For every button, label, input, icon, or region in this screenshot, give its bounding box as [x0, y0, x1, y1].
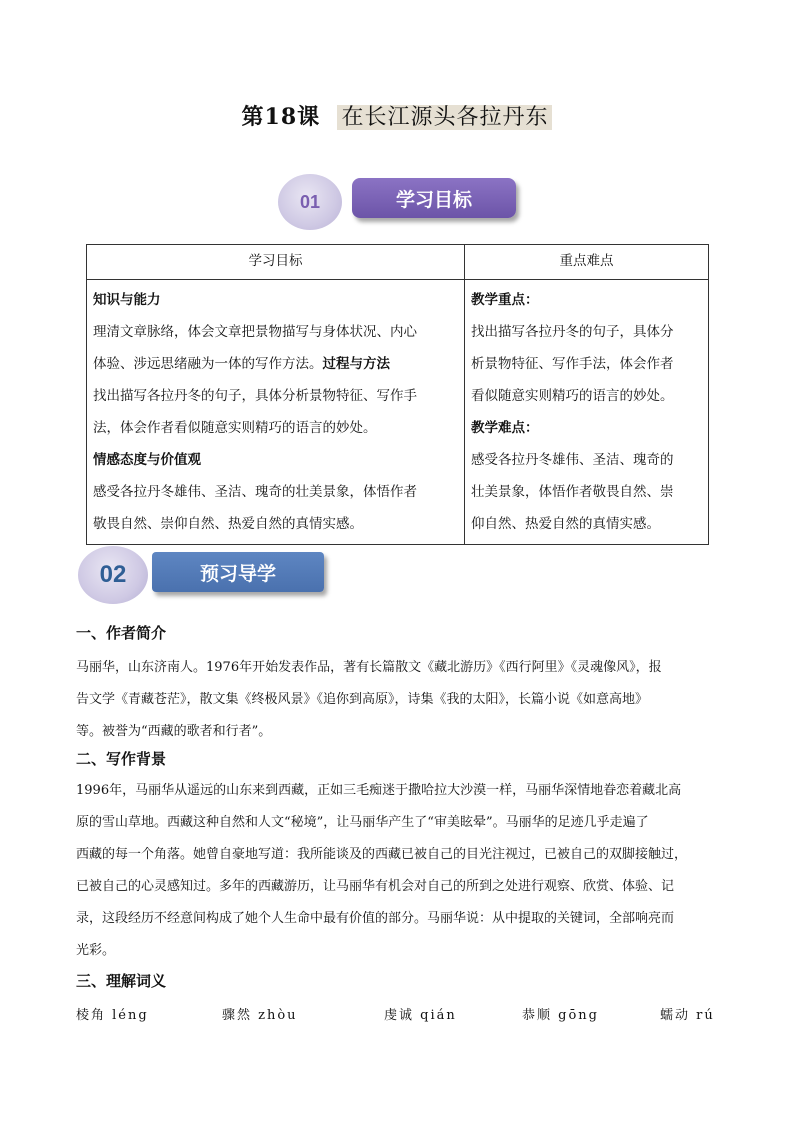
cell-line: 感受各拉丹冬雄伟、圣洁、瑰奇的: [471, 452, 674, 468]
cell-heading: 教学重点：: [471, 292, 539, 308]
table-header: 学习目标: [87, 245, 465, 280]
lesson-number: 第18课: [241, 104, 321, 130]
cell-line: 壮美景象，体悟作者敬畏自然、崇: [471, 484, 674, 500]
cell-line: 析景物特征、写作手法，体会作者: [471, 356, 674, 372]
vocab-heading: 三、理解词义: [76, 972, 167, 990]
paragraph-line: 已被自己的心灵感知过。多年的西藏游历，让马丽华有机会对自己的所到之处进行观察、欣赏、体验、记: [76, 879, 675, 894]
cell-line: 看似随意实则精巧的语言的妙处。: [471, 388, 674, 404]
vocab-item: 恭顺 gōng: [522, 1008, 599, 1023]
cell-heading: 教学难点：: [471, 420, 539, 436]
vocab-item: 虔诚 qián: [384, 1008, 457, 1023]
paragraph-line: 告文学《青藏苍茫》，散文集《终极风景》《追你到高原》，诗集《我的太阳》，长篇小说《如意高地》: [76, 692, 649, 707]
paragraph-line: 光彩。: [76, 943, 116, 958]
section-label: 预习导学: [152, 552, 324, 592]
vocab-item: 骤然 zhòu: [222, 1008, 298, 1023]
table-header: 重点难点: [465, 245, 709, 280]
paragraph-line: 马丽华，山东济南人。1976年开始发表作品，著有长篇散文《藏北游历》《西行阿里》《灵魂像风》，报: [76, 660, 662, 675]
cell-line: 仰自然、热爱自然的真情实感。: [471, 516, 660, 532]
cell-line: [93, 348, 458, 380]
goals-cell: [87, 280, 465, 545]
lesson-name: 在长江源头各拉丹东: [337, 105, 552, 130]
cell-line: 找出描写各拉丹冬的句子，具体分析景物特征、写作手: [93, 388, 417, 404]
section-number-badge: 01: [278, 174, 342, 230]
cell-line: 找出描写各拉丹冬的句子，具体分: [471, 324, 674, 340]
goals-table: [86, 244, 709, 545]
cell-line: 感受各拉丹冬雄伟、圣洁、瑰奇的壮美景象，体悟作者: [93, 484, 417, 500]
cell-heading: 过程与方法: [322, 356, 390, 372]
background-heading: 二、写作背景: [76, 750, 167, 768]
paragraph-line: 1996年，马丽华从遥远的山东来到西藏，正如三毛痴迷于撒哈拉大沙漠一样，马丽华深情地眷恋着藏北高: [76, 783, 682, 798]
cell-line: 敬畏自然、崇仰自然、热爱自然的真情实感。: [93, 516, 363, 532]
table-row: [87, 280, 709, 545]
paragraph-line: 西藏的每一个角落。她曾自豪地写道：我所能谈及的西藏已被自己的目光注视过，已被自己的双脚接触过，: [76, 847, 688, 862]
background-paragraph: [76, 775, 726, 967]
paragraph-line: 原的雪山草地。西藏这种自然和人文“秘境”，让马丽华产生了“审美眩晕”。马丽华的足迹几乎走遍了: [76, 815, 649, 830]
cell-heading: 情感态度与价值观: [93, 452, 201, 468]
keypoints-cell: [465, 280, 709, 545]
cell-text: 体验、涉远思绪融为一体的写作方法。: [93, 356, 323, 372]
vocab-item: 蠕动 rú: [660, 1008, 715, 1023]
paragraph-line: 录，这段经历不经意间构成了她个人生命中最有价值的部分。马丽华说：从中提取的关键词，全部响亮而: [76, 911, 675, 926]
author-paragraph: [76, 652, 726, 748]
section-label: 学习目标: [352, 178, 516, 218]
vocab-item: 棱角 léng: [76, 1008, 149, 1023]
cell-line: 法，体会作者看似随意实则精巧的语言的妙处。: [93, 420, 377, 436]
page-title: [0, 100, 794, 131]
paragraph-line: 等。被誉为“西藏的歌者和行者”。: [76, 724, 272, 739]
cell-line: 理清文章脉络，体会文章把景物描写与身体状况、内心: [93, 324, 417, 340]
author-heading: 一、作者简介: [76, 624, 167, 642]
section-number-badge: 02: [78, 546, 148, 604]
cell-heading: 知识与能力: [93, 292, 161, 308]
table-header-row: [87, 245, 709, 280]
